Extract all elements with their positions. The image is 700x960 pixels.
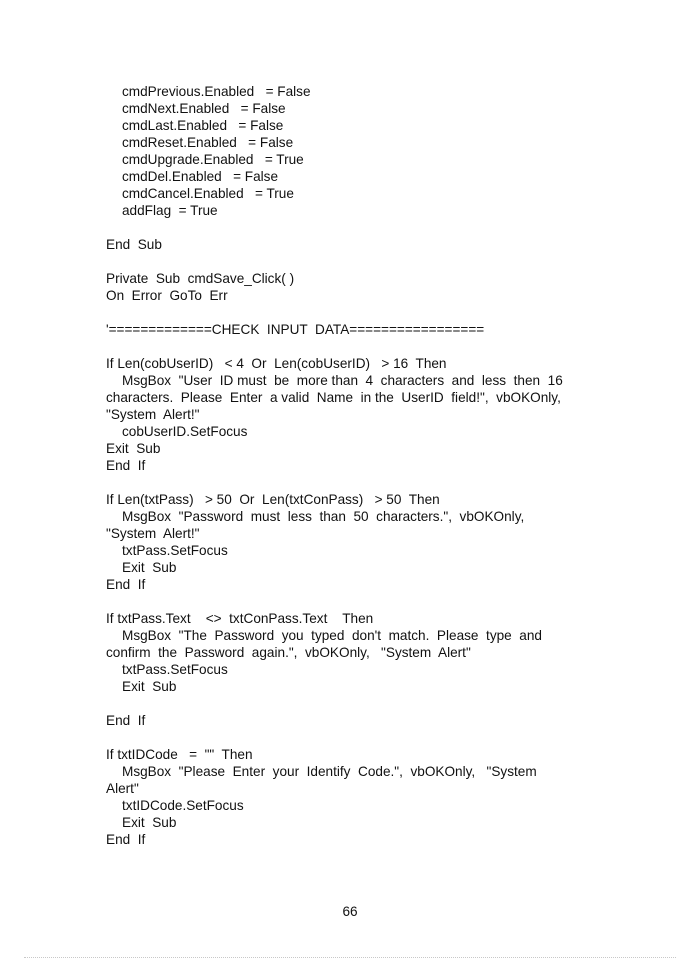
code-line: Alert" (106, 781, 139, 796)
code-line: characters. Please Enter a valid Name in the UserID field!", vbOKOnly, (106, 390, 561, 405)
code-line: If txtIDCode = "" Then (106, 747, 253, 762)
blank-line (106, 338, 586, 355)
code-line: cmdLast.Enabled = False (122, 118, 284, 133)
code-line: MsgBox "Password must less than 50 characters.", vbOKOnly, (122, 509, 525, 524)
code-line: End Sub (106, 237, 162, 252)
code-line: "System Alert!" (106, 526, 200, 541)
blank-line (106, 253, 586, 270)
blank-line (106, 695, 586, 712)
code-line: Exit Sub (106, 441, 161, 456)
code-line: cmdPrevious.Enabled = False (122, 84, 311, 99)
code-line: End If (106, 713, 146, 728)
blank-line (106, 304, 586, 321)
code-line: cmdUpgrade.Enabled = True (122, 152, 304, 167)
page-bottom-divider (24, 957, 676, 958)
blank-line (106, 729, 586, 746)
code-line: MsgBox "Please Enter your Identify Code.", vbOKOnly, "System (122, 764, 537, 779)
code-line: End If (106, 832, 146, 847)
code-line: '=============CHECK INPUT DATA================= (106, 322, 485, 337)
code-line: addFlag = True (122, 203, 218, 218)
code-line: txtPass.SetFocus (122, 543, 228, 558)
code-line: Private Sub cmdSave_Click( ) (106, 271, 295, 286)
blank-line (106, 219, 586, 236)
code-listing (106, 83, 586, 848)
code-line: cmdNext.Enabled = False (122, 101, 286, 116)
code-line: cobUserID.SetFocus (122, 424, 248, 439)
code-line: Exit Sub (122, 679, 177, 694)
code-line: If Len(cobUserID) < 4 Or Len(cobUserID) > 16 Then (106, 356, 447, 371)
code-line: Exit Sub (122, 560, 177, 575)
code-line: cmdReset.Enabled = False (122, 135, 294, 150)
code-line: "System Alert!" (106, 407, 200, 422)
code-line: If txtPass.Text <> txtConPass.Text Then (106, 611, 374, 626)
blank-line (106, 474, 586, 491)
code-line: txtIDCode.SetFocus (122, 798, 244, 813)
code-line: End If (106, 577, 146, 592)
code-line: If Len(txtPass) > 50 Or Len(txtConPass) > 50 Then (106, 492, 440, 507)
code-line: End If (106, 458, 146, 473)
blank-line (106, 593, 586, 610)
code-line: txtPass.SetFocus (122, 662, 228, 677)
code-line: On Error GoTo Err (106, 288, 228, 303)
code-line: confirm the Password again.", vbOKOnly, "System Alert" (106, 645, 471, 660)
code-line: MsgBox "User ID must be more than 4 characters and less then 16 (122, 373, 563, 388)
page-number: 66 (342, 904, 358, 919)
code-line: cmdDel.Enabled = False (122, 169, 279, 184)
code-line: cmdCancel.Enabled = True (122, 186, 294, 201)
code-line: Exit Sub (122, 815, 177, 830)
code-line: MsgBox "The Password you typed don't match. Please type and (122, 628, 542, 643)
